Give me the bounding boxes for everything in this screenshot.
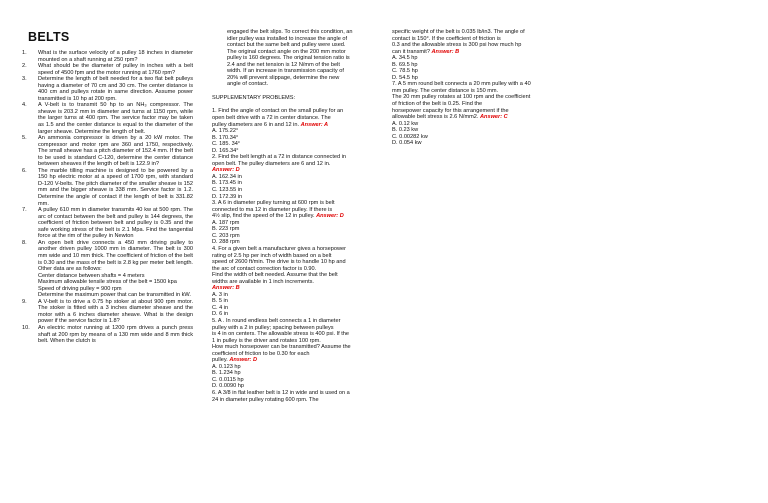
text-line: How much horsepower can be transmitted? Assume the: [212, 344, 351, 351]
answer-label: Answer: D: [229, 357, 257, 364]
answer-label: Answer: A: [300, 121, 329, 128]
problem-text: Speed of driving pulley = 900 rpm: [38, 285, 122, 292]
text-line: specific weight of the belt is 0.035 lb/in3. The angle of: [392, 29, 525, 35]
text-line: open belt. The pulley diameters are 6 and 12 in.: [212, 160, 331, 167]
text-line: pulley with a 2 in pulley; spacing between pulleys: [212, 324, 334, 331]
problem-text: An ammonia compressor is driven by a 20 kW motor. The compressor and motor rpm are 360 and 1750, respectively. The small sheave has a pitch diameter of 152.4 mm. If the belt to be used is standard C-120, determine the center distance between sheaves if the length of belt is 122.9 in?: [38, 135, 193, 168]
text-line: pulley.: [212, 357, 228, 364]
choice: A. 175.22°: [212, 128, 239, 135]
text-line: 6. A 3/8 in flat leather belt is 12 in wide and is used on a: [212, 389, 350, 396]
text-line: idler pulley was installed to increase the angle of: [227, 35, 348, 42]
choice: C. 123.55 in: [212, 187, 243, 194]
section-heading: SUPPLEMENTARY PROBLEMS:: [212, 94, 295, 101]
problem-number: 9.: [22, 298, 27, 305]
choice: D. 0.0090 hp: [212, 383, 245, 390]
text-line: rating of 2.5 hp per inch of width based on a belt: [212, 252, 332, 259]
answer-label: Answer: B: [212, 285, 240, 292]
problem-text: What should be the diameter of pulley in inches with a belt speed of 4500 fpm and the motor running at 1760 rpm?: [38, 63, 193, 76]
supplementary-problem-5: [212, 318, 377, 390]
problem-number: 6.: [22, 167, 27, 174]
problem-number: 2.: [22, 63, 27, 70]
choice: A. 0.123 hp: [212, 363, 241, 370]
problem-text: Center distance between shafts = 4 meters: [38, 272, 145, 279]
problem-text: What is the surface velocity of a pulley 18 inches in diameter mounted on a shaft running at 250 rpm?: [38, 50, 193, 63]
choice: B. 69.5 hp: [392, 61, 418, 68]
text-line: The 20 mm pulley rotates at 100 rpm and the coefficient: [392, 94, 531, 101]
problem-number: 10.: [22, 324, 30, 331]
problem-text: A V-belt is to transmit 50 hp to an NH₃ compressor. The sheave is 203.2 mm in diameter and turns at 1150 rpm, while the larger turns at 400 rpm. The service factor may be taken as 1.5 and the center distance is equal to the diameter of the larger sheave. Determine the length of belt.: [38, 102, 193, 135]
choice: C. 78.5 hp: [392, 68, 418, 75]
supplementary-problem-3: [212, 200, 377, 246]
choice: C. 4 in: [212, 304, 229, 311]
text-line: contact but the same belt and pulley were used.: [227, 42, 346, 49]
text-line: is 4 in on centers. The allowable stress is 400 psi. If the: [212, 331, 350, 338]
text-line: 20% will prevent slippage, determine the new: [227, 74, 340, 81]
choice: D. 165.34°: [212, 147, 239, 154]
text-line: mm pulley. The center distance is 150 mm.: [392, 87, 499, 94]
problem-list: [22, 50, 193, 345]
choice: D. 54.5 hp: [392, 74, 418, 81]
problem-text: A V-belt is to drive a 0.75 hp stoker at about 900 rpm motor. The stoker is fitted with a 3 inches diameter sheave and the motor with a 6 inches diameter sheave. What is the design power if the service factor is 1.8?: [38, 298, 193, 325]
text-line: contact is 150°. If the coefficient of friction is: [392, 35, 501, 42]
problem-text: Maximum allowable tensile stress of the belt = 1500 kpa: [38, 279, 177, 286]
answer-label: Answer: B: [431, 48, 460, 55]
text-line: speed of 2600 ft/min. The drive is to handle 10 hp and: [212, 259, 346, 266]
text-line: coefficient of friction to be 0.30 for each: [212, 350, 310, 357]
choice: C. 185. 34°: [212, 141, 241, 148]
column-3: [392, 29, 562, 147]
choice: D. 288 rpm: [212, 239, 240, 246]
choice: B. 173.45 in: [212, 180, 242, 187]
problem-item: [22, 168, 193, 207]
problem-item: [22, 76, 193, 102]
supplementary-problem-1: [212, 108, 377, 154]
text-line: 1 in pulley is the driver and rotates 100 rpm.: [212, 337, 321, 344]
supplementary-problem-6: [212, 390, 377, 403]
problem-text: Determine the length of belt needed for a two flat belt pulleys having a diameter of 70 cm and 30 cm. The center distance is 400 cm and pulleys rotate in same direction. Assume power transmitted is 10 hp at 200 rpm.: [38, 76, 193, 102]
problem-item: [22, 325, 193, 345]
choice: B. 5 in: [212, 298, 228, 305]
choice: B. 170.34°: [212, 134, 239, 141]
problem-item: [22, 50, 193, 63]
choice: C. 0.00282 kw: [392, 133, 428, 140]
problem-item: [22, 135, 193, 168]
column-2: [212, 29, 377, 403]
text-line: of friction of the belt is 0.25. Find the: [392, 101, 483, 108]
text-line: pulley diameters are 6 in and 12 in.: [212, 121, 300, 128]
choice: D. 172.39 in: [212, 193, 243, 200]
text-line: connected to ma 12 in diameter pulley. If there is: [212, 206, 333, 213]
choice: D. 0.054 kw: [392, 140, 422, 147]
choice: A. 0.12 kw: [392, 120, 419, 127]
text-line: the arc of contact correction factor is 0.90.: [212, 265, 317, 272]
choice: A. 187 rpm: [212, 219, 240, 226]
text-line: horsepower capacity for this arrangement if the: [392, 107, 509, 114]
text-line: 7. A 5 mm round belt connects a 20 mm pulley with a 40: [392, 81, 531, 88]
choice: D. 6 in: [212, 311, 229, 318]
text-line: 3. A 6 in diameter pulley turning at 600 rpm is belt: [212, 200, 335, 207]
text-line: pulley is 160 degrees. The original tension ratio is: [227, 55, 350, 62]
supplementary-problem-2: [212, 154, 377, 200]
problem-item: [22, 102, 193, 135]
problem-item: [22, 207, 193, 240]
text-line: 4. For a given belt a manufacturer gives a horsepower: [212, 245, 347, 252]
problem-number: 5.: [22, 135, 27, 142]
page-title: BELTS: [28, 30, 70, 44]
supplementary-problem-6-continued: [392, 29, 562, 81]
choice: B. 0.23 kw: [392, 127, 419, 134]
problem-text: A pulley 610 mm in diameter transmits 40 kw at 500 rpm. The arc of contact between the belt and pulley is 144 degrees, the coefficient of friction between belt and pulley is 0.35 and the safe working stress of the belt is 2.1 Mpa. Find the tangential force at the rim of the pulley in Newton: [38, 207, 193, 240]
text-line: Find the width of belt needed. Assume that the belt: [212, 272, 338, 279]
text-line: width. If an increase in transmission capacity of: [227, 68, 344, 75]
text-line: 1. Find the angle of contact on the small pulley for an: [212, 108, 344, 115]
problem-text: The marble tilling machine is designed to be powered by a 150 hp electric motor at a speed of 1700 rpm, with standard D-120 V-belts. The pitch diameter of the smaller sheave is 152 mm and the bigger sheave is 338 mm. Service factor is 1.2. Determine the angle of contact if the length of belt is 331.82 mm.: [38, 167, 193, 207]
problem-item: [22, 299, 193, 325]
choice: A. 162.34 in: [212, 173, 242, 180]
choice: B. 1.234 hp: [212, 370, 241, 377]
problem-10-continued: [212, 29, 377, 88]
problem-number: 7.: [22, 207, 27, 214]
problem-number: 3.: [22, 76, 27, 83]
text-line: 5. A . In round endless belt connects a 1 in diameter: [212, 317, 341, 324]
answer-label: Answer: C: [480, 114, 508, 121]
problem-text: An open belt drive connects a 450 mm driving pulley to another driven pulley 1000 mm in diameter. The belt is 300 mm wide and 10 mm thick. The coefficient of friction of the belt is 0.30 and the mass of the belt is 2.8 kg per meter belt length. Other data are as follows:: [38, 239, 193, 273]
problem-number: 1.: [22, 50, 27, 56]
text-line: 2.4 and the net tension is 12 N/mm of the belt: [227, 61, 340, 68]
problem-text: Determine the maximum power that can be transmitted in kW.: [38, 292, 191, 299]
text-line: can it transmit?: [392, 48, 430, 55]
problem-number: 4.: [22, 102, 27, 109]
choice: A. 34.5 hp: [392, 55, 418, 62]
choice: C. 203 rpm: [212, 232, 240, 239]
choice: A. 3 in: [212, 291, 228, 298]
text-line: The original contact angle on the 200 mm motor: [227, 48, 346, 55]
text-line: allowable belt stress is 2.6 N/mm2.: [392, 114, 479, 121]
text-line: 24 in diameter pulley rotating 600 rpm. The: [212, 396, 319, 403]
text-line: 4½ slip, find the speed of the 12 in pulley.: [212, 213, 315, 220]
text-line: 0.3 and the allowable stress is 300 psi how much hp: [392, 42, 522, 49]
problem-item: [22, 63, 193, 76]
supplementary-problem-7: [392, 81, 562, 146]
problem-item: [22, 240, 193, 273]
text-line: open belt drive with a 72 in center distance. The: [212, 115, 331, 122]
problem-number: 8.: [22, 239, 27, 246]
supplementary-problem-4: [212, 246, 377, 318]
text-line: widths are available in 1 inch increments.: [212, 278, 314, 285]
column-1: [22, 31, 193, 345]
text-line: 2. Find the belt length at a 72 in distance connected in: [212, 154, 347, 161]
answer-label: Answer: D: [212, 167, 240, 174]
answer-label: Answer: D: [316, 213, 344, 220]
problem-text: An electric motor running at 1200 rpm drives a punch press shaft at 200 rpm by means of a 130 mm wide and 8 mm thick belt. When the clutch is: [38, 324, 193, 345]
choice: B. 223 rpm: [212, 226, 240, 233]
text-line: engaged the belt slips. To correct this condition, an: [227, 29, 353, 35]
choice: C. 0.0115 hp: [212, 376, 244, 383]
text-line: angle of contact.: [227, 81, 269, 88]
